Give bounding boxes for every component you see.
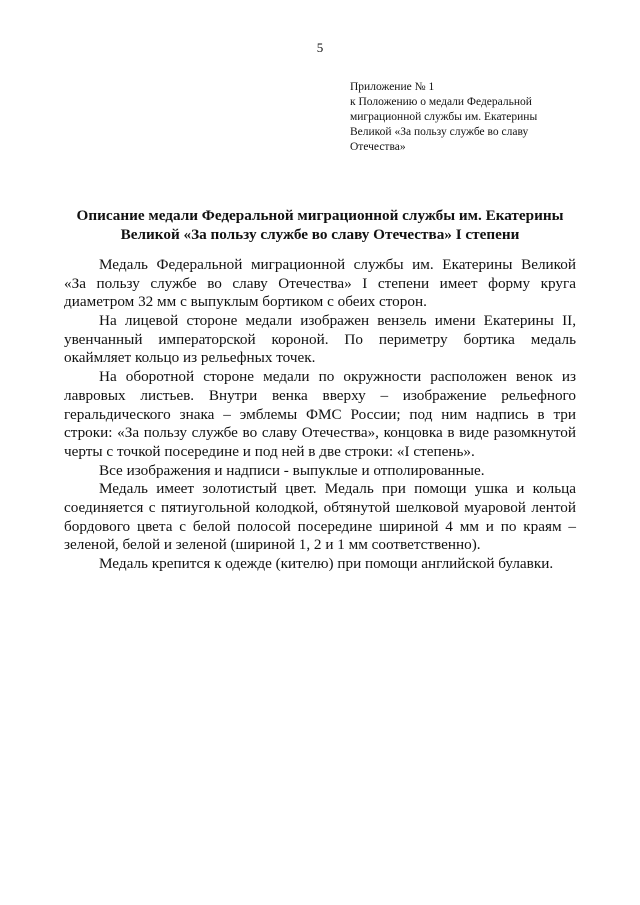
paragraph-relief [64,462,576,481]
paragraph-line: Медаль имеет золотистый цвет. Медаль при помощи ушка и кольца [99,480,576,498]
appendix-line: Отечества» [350,141,406,153]
page-number: 5 [316,40,324,55]
appendix-line: миграционной службы им. Екатерины [350,111,538,123]
document-body [64,256,576,574]
paragraph-line: диаметром 32 мм с выпуклым бортиком с обеих сторон. [64,293,427,311]
paragraph-line: На лицевой стороне медали изображен вензель имени Екатерины II, [99,312,576,330]
paragraph-line: «За пользу службе во славу Отечества» I степени имеет форму круга [64,274,576,292]
appendix-line: к Положению о медали Федеральной [350,96,532,108]
paragraph-line: черты с точкой посередине и под ней в две строки: «I степень». [64,442,475,460]
paragraph-line: Все изображения и надписи - выпуклые и отполированные. [99,461,485,479]
appendix-reference [350,80,580,155]
paragraph-line: увенчанный императорской короной. По периметру бортика медаль [64,330,576,348]
appendix-line: Великой «За пользу службе во славу [350,126,529,138]
paragraph-shape [64,256,576,312]
paragraph-line: бордового цвета с белой полосой посередине шириной 4 мм и по краям – [64,517,576,535]
paragraph-obverse [64,312,576,368]
paragraph-line: Медаль крепится к одежде (кителю) при помощи английской булавки. [99,555,554,572]
paragraph-line: строки: «За пользу службе во славу Отечества», концовка в виде разомкнутой [64,424,576,442]
paragraph-attachment [64,555,576,574]
title-line: Великой «За пользу службе во славу Отечества» I степени [120,226,520,243]
appendix-line: Приложение № 1 [350,81,435,93]
title-line: Описание медали Федеральной миграционной службы им. Екатерины [76,207,564,224]
paragraph-line: соединяется с пятиугольной колодкой, обтянутой шелковой муаровой лентой [64,498,576,516]
document-title [60,206,580,244]
paragraph-line: На оборотной стороне медали по окружности расположен венок из [99,368,576,386]
paragraph-color-ribbon [64,480,576,555]
paragraph-line: Медаль Федеральной миграционной службы им. Екатерины Великой [99,256,576,273]
paragraph-line: окаймляет кольцо из рельефных точек. [64,349,316,367]
paragraph-line: лавровых листьев. Внутри венка вверху – изображение рельефного [64,386,576,404]
paragraph-line: зеленой, белой и зеленой (шириной 1, 2 и 1 мм соответственно). [64,536,481,554]
paragraph-line: геральдического знака – эмблемы ФМС России; под ним надпись в три [64,405,576,423]
paragraph-reverse [64,368,576,461]
